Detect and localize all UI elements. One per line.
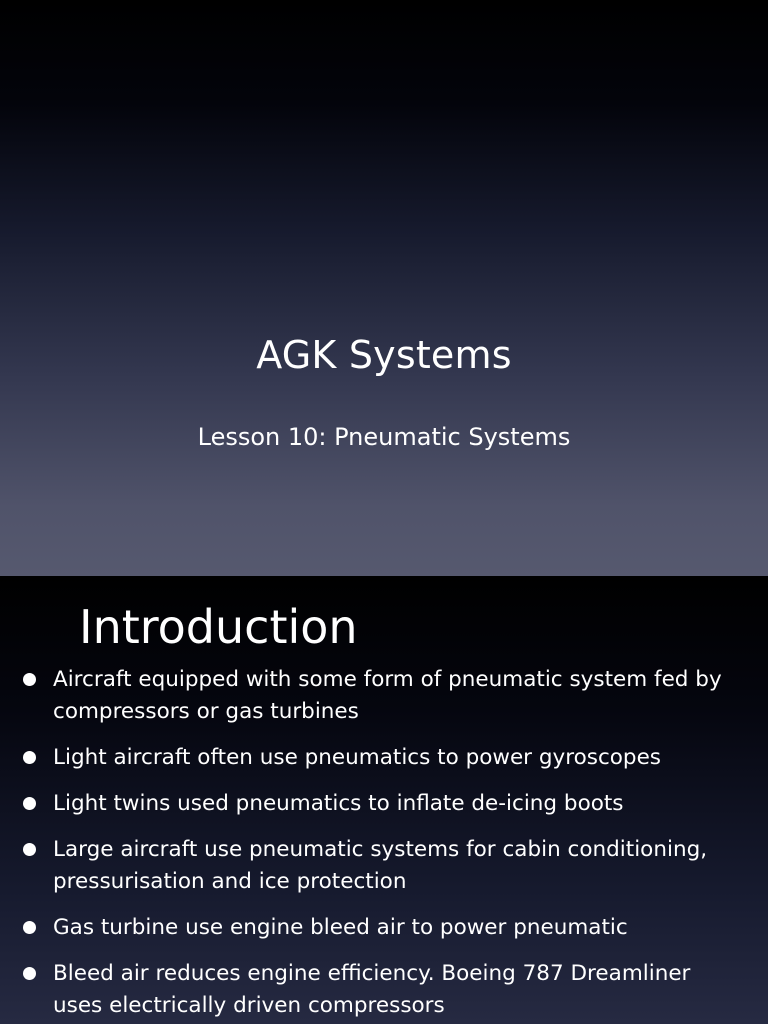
bullet-text: Light twins used pneumatics to inflate de-icing boots [53,791,624,816]
bullet-item [0,664,768,728]
bullet-dot-icon [23,797,36,810]
bullet-item [0,788,768,820]
slide-heading: Introduction [79,600,358,654]
bullet-item [0,912,768,944]
slide-subtitle: Lesson 10: Pneumatic Systems [197,423,571,451]
bullet-text: Aircraft equipped with some form of pneumatic system fed by compressors or gas turbines [53,667,722,724]
slide-title: AGK Systems [256,333,512,377]
bullet-dot-icon [23,921,36,934]
bullet-dot-icon [23,751,36,764]
bullet-dot-icon [23,843,36,856]
bullet-list [0,664,768,1024]
bullet-item [0,834,768,898]
bullet-dot-icon [23,673,36,686]
bullet-item [0,742,768,774]
introduction-slide [0,576,768,1024]
bullet-text: Light aircraft often use pneumatics to power gyroscopes [53,745,662,770]
bullet-text: Gas turbine use engine bleed air to power pneumatic [53,915,628,940]
bullet-text: Large aircraft use pneumatic systems for cabin conditioning, pressurisation and ice protection [53,837,708,894]
bullet-text: Bleed air reduces engine efficiency. Boeing 787 Dreamliner uses electrically driven compressors [53,961,691,1018]
bullet-dot-icon [23,967,36,980]
bullet-item [0,958,768,1022]
